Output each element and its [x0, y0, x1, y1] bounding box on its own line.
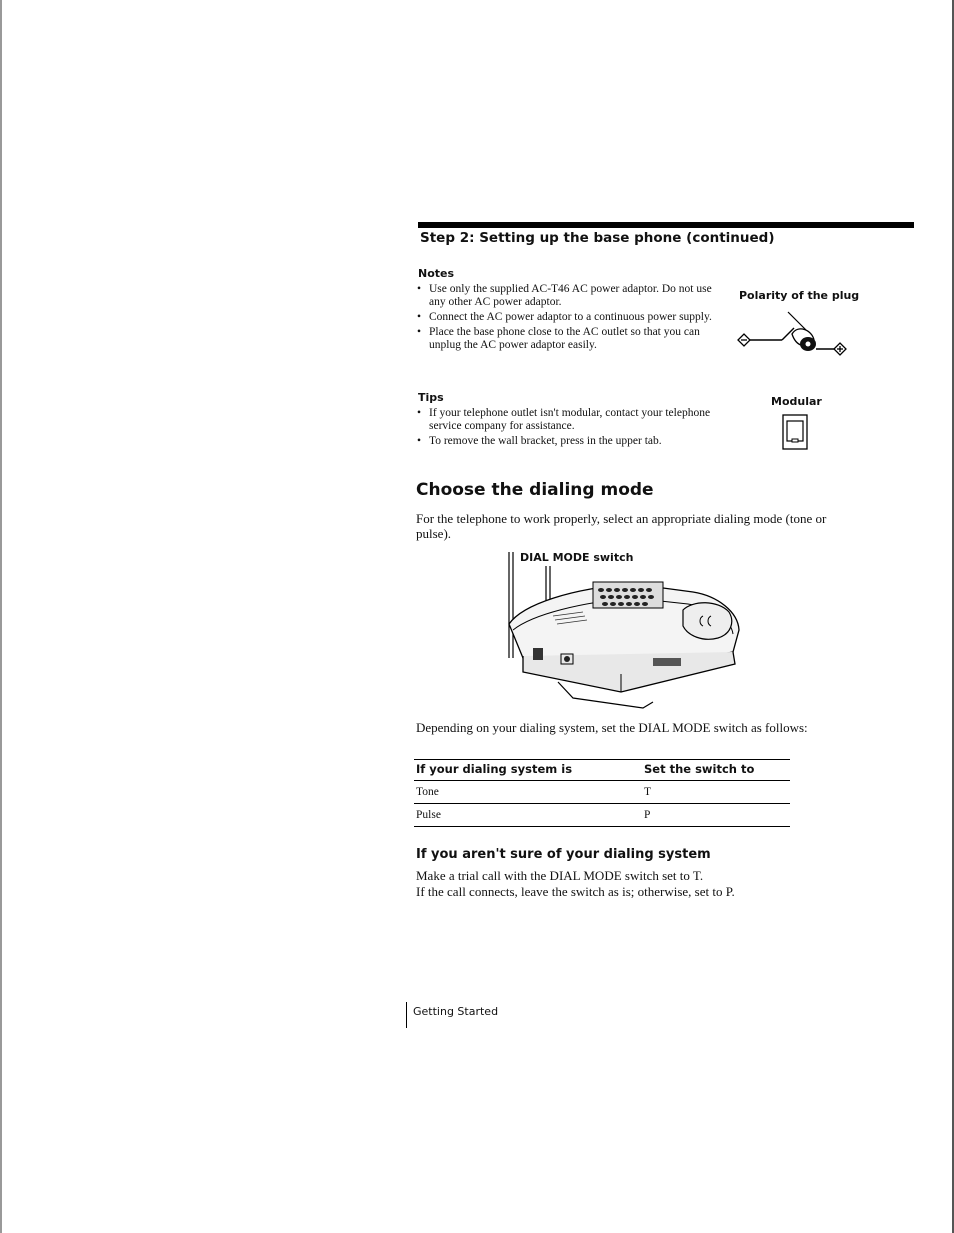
- scan-left-edge: [0, 0, 2, 1233]
- tip-item: • If your telephone outlet isn't modular, contact your telephone service company for assistance.: [416, 407, 716, 433]
- notes-list: [416, 283, 716, 354]
- footer-bar: [406, 1002, 407, 1028]
- notes-heading: Notes: [418, 267, 455, 280]
- table-cell: Pulse: [416, 809, 441, 821]
- modular-label: Modular: [771, 395, 822, 408]
- polarity-plug-icon: [736, 310, 848, 360]
- note-item: • Connect the AC power adaptor to a continuous power supply.: [416, 311, 716, 324]
- dialing-depending: Depending on your dialing system, set the DIAL MODE switch as follows:: [416, 720, 808, 735]
- unsure-heading: If you aren't sure of your dialing system: [416, 847, 711, 862]
- table-header: If your dialing system is: [416, 762, 573, 776]
- table-row: [414, 781, 790, 804]
- table-row: [414, 804, 790, 827]
- dial-mode-table: [414, 759, 790, 827]
- polarity-label: Polarity of the plug: [739, 289, 860, 302]
- tips-heading: Tips: [418, 391, 444, 404]
- dialing-title: Choose the dialing mode: [416, 480, 654, 500]
- modular-jack-icon: [782, 414, 808, 450]
- table-top-rule: [414, 759, 790, 760]
- unsure-line-2: If the call connects, leave the switch as is; otherwise, set to P.: [416, 884, 735, 899]
- section-rule: [418, 222, 914, 228]
- tip-item: • To remove the wall bracket, press in the upper tab.: [416, 435, 716, 448]
- table-header-row: [414, 759, 790, 781]
- dialing-intro: For the telephone to work properly, select an appropriate dialing mode (tone or pulse).: [416, 511, 827, 541]
- note-item: • Use only the supplied AC-T46 AC power adaptor. Do not use any other AC power adaptor.: [416, 283, 716, 309]
- dial-mode-switch-label: DIAL MODE switch: [520, 551, 634, 564]
- table-cell: P: [644, 809, 651, 821]
- footer-section-label: Getting Started: [413, 1005, 499, 1018]
- note-item: • Place the base phone close to the AC outlet so that you can unplug the AC power adaptor easily.: [416, 326, 716, 352]
- base-phone-illustration: [503, 552, 743, 712]
- table-cell: T: [644, 786, 652, 798]
- tips-list: [416, 407, 716, 450]
- table-header: Set the switch to: [644, 762, 755, 776]
- table-cell: Tone: [416, 786, 439, 798]
- section-title: Step 2: Setting up the base phone (continued): [420, 230, 775, 246]
- unsure-line-1: Make a trial call with the DIAL MODE switch set to T.: [416, 868, 704, 883]
